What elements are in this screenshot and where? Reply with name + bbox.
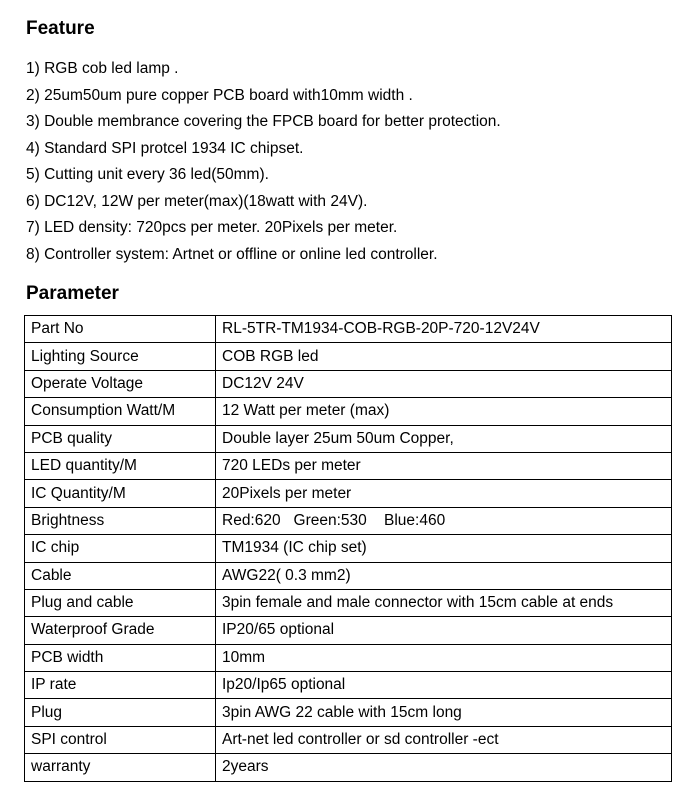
param-value: 3pin AWG 22 cable with 15cm long: [216, 699, 672, 726]
feature-item: 7) LED density: 720pcs per meter. 20Pixels per meter.: [26, 219, 398, 236]
feature-item: 4) Standard SPI protcel 1934 IC chipset.: [26, 139, 304, 157]
feature-item: 6) DC12V, 12W per meter(max)(18watt with 24V).: [26, 192, 368, 210]
param-label: Cable: [25, 562, 216, 589]
table-row: [25, 617, 672, 644]
table-row: [25, 480, 672, 507]
table-row: [25, 726, 672, 753]
feature-item: 3) Double membrance covering the FPCB board for better protection.: [26, 113, 501, 130]
param-label: Plug: [25, 699, 216, 726]
table-row: [25, 644, 672, 671]
param-value: COB RGB led: [216, 343, 672, 370]
param-value: RL-5TR-TM1934-COB-RGB-20P-720-12V24V: [216, 316, 672, 343]
param-value: Red:620 Green:530 Blue:460: [216, 507, 672, 534]
param-value: 2years: [216, 754, 672, 781]
table-row: [25, 343, 672, 370]
table-row: [25, 589, 672, 616]
param-value: 20Pixels per meter: [216, 480, 672, 507]
param-value: Double layer 25um 50um Copper,: [216, 425, 672, 452]
param-label: PCB quality: [25, 425, 216, 452]
param-label: warranty: [25, 754, 216, 781]
param-label: Operate Voltage: [25, 370, 216, 397]
param-value: 720 LEDs per meter: [216, 452, 672, 479]
param-label: Brightness: [25, 507, 216, 534]
table-row: [25, 452, 672, 479]
feature-item: 5) Cutting unit every 36 led(50mm).: [26, 166, 269, 183]
param-label: Consumption Watt/M: [25, 398, 216, 425]
param-value: AWG22( 0.3 mm2): [216, 562, 672, 589]
param-value: 3pin female and male connector with 15cm cable at ends: [216, 589, 672, 616]
param-value: DC12V 24V: [216, 370, 672, 397]
feature-item: 8) Controller system: Artnet or offline or online led controller.: [26, 245, 438, 263]
table-row: [25, 398, 672, 425]
table-row: [25, 754, 672, 781]
param-value: TM1934 (IC chip set): [216, 535, 672, 562]
param-label: IC Quantity/M: [25, 480, 216, 507]
param-value: Ip20/Ip65 optional: [216, 672, 672, 699]
feature-item: 2) 25um50um pure copper PCB board with10mm width .: [26, 86, 413, 104]
param-value: 10mm: [216, 644, 672, 671]
param-label: IP rate: [25, 672, 216, 699]
feature-heading: Feature: [26, 18, 95, 39]
table-row: [25, 370, 672, 397]
table-row: [25, 507, 672, 534]
param-label: IC chip: [25, 535, 216, 562]
param-label: LED quantity/M: [25, 452, 216, 479]
feature-list: [26, 58, 501, 270]
param-value: 12 Watt per meter (max): [216, 398, 672, 425]
feature-item: 1) RGB cob led lamp .: [26, 60, 179, 77]
param-value: Art-net led controller or sd controller -ect: [216, 726, 672, 753]
param-label: Plug and cable: [25, 589, 216, 616]
param-value: IP20/65 optional: [216, 617, 672, 644]
table-row: [25, 316, 672, 343]
param-label: SPI control: [25, 726, 216, 753]
parameter-heading: Parameter: [26, 283, 119, 304]
table-row: [25, 535, 672, 562]
param-label: PCB width: [25, 644, 216, 671]
table-row: [25, 562, 672, 589]
param-label: Waterproof Grade: [25, 617, 216, 644]
table-row: [25, 699, 672, 726]
parameter-table: [24, 315, 672, 782]
table-row: [25, 672, 672, 699]
param-label: Part No: [25, 316, 216, 343]
param-label: Lighting Source: [25, 343, 216, 370]
table-row: [25, 425, 672, 452]
